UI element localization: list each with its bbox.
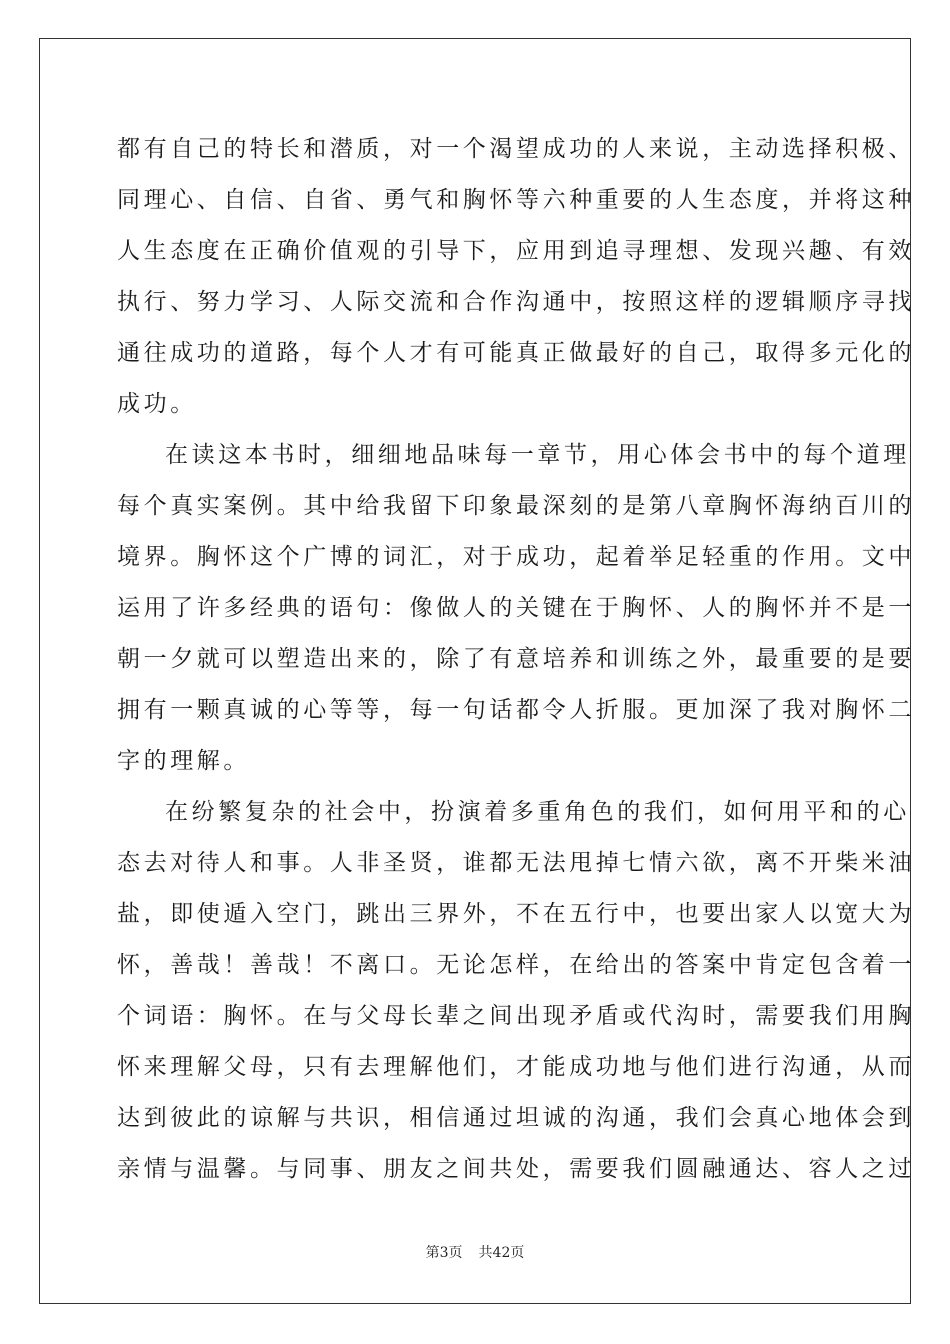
body-text bbox=[117, 124, 915, 1195]
text-line: 成功。 bbox=[117, 391, 197, 417]
text-line: 每个真实案例。其中给我留下印象最深刻的是第八章胸怀海纳百川的 bbox=[117, 493, 915, 519]
text-line: 怀，善哉！善哉！不离口。无论怎样，在给出的答案中肯定包含着一 bbox=[117, 952, 915, 978]
page-footer bbox=[0, 1242, 950, 1262]
text-line: 同理心、自信、自省、勇气和胸怀等六种重要的人生态度，并将这种 bbox=[117, 187, 915, 213]
text-line: 亲情与温馨。与同事、朋友之间共处，需要我们圆融通达、容人之过 bbox=[117, 1156, 915, 1182]
text-line: 境界。胸怀这个广博的词汇，对于成功，起着举足轻重的作用。文中 bbox=[117, 544, 915, 570]
page-total: 共42页 bbox=[478, 1245, 525, 1261]
text-line: 拥有一颗真诚的心等等，每一句话都令人折服。更加深了我对胸怀二 bbox=[117, 697, 915, 723]
text-line: 都有自己的特长和潜质，对一个渴望成功的人来说，主动选择积极、 bbox=[117, 136, 915, 162]
text-line: 盐，即使遁入空门，跳出三界外，不在五行中，也要出家人以宽大为 bbox=[117, 901, 915, 927]
text-line: 执行、努力学习、人际交流和合作沟通中，按照这样的逻辑顺序寻找 bbox=[117, 289, 915, 315]
text-line: 达到彼此的谅解与共识，相信通过坦诚的沟通，我们会真心地体会到 bbox=[117, 1105, 915, 1131]
text-line: 怀来理解父母，只有去理解他们，才能成功地与他们进行沟通，从而 bbox=[117, 1054, 915, 1080]
text-line: 态去对待人和事。人非圣贤，谁都无法甩掉七情六欲，离不开柴米油 bbox=[117, 850, 915, 876]
text-line: 运用了许多经典的语句：像做人的关键在于胸怀、人的胸怀并不是一 bbox=[117, 595, 915, 621]
text-line: 个词语：胸怀。在与父母长辈之间出现矛盾或代沟时，需要我们用胸 bbox=[117, 1003, 915, 1029]
text-line: 字的理解。 bbox=[117, 748, 250, 774]
text-line: 人生态度在正确价值观的引导下，应用到追寻理想、发现兴趣、有效 bbox=[117, 238, 915, 264]
page-number: 第3页 bbox=[425, 1245, 463, 1261]
text-line: 朝一夕就可以塑造出来的，除了有意培养和训练之外，最重要的是要 bbox=[117, 646, 915, 672]
paragraph-first-line: 在纷繁复杂的社会中，扮演着多重角色的我们，如何用平和的心 bbox=[165, 799, 910, 825]
text-line: 通往成功的道路，每个人才有可能真正做最好的自己，取得多元化的 bbox=[117, 340, 915, 366]
paragraph-first-line: 在读这本书时，细细地品味每一章节，用心体会书中的每个道理 bbox=[165, 442, 910, 468]
